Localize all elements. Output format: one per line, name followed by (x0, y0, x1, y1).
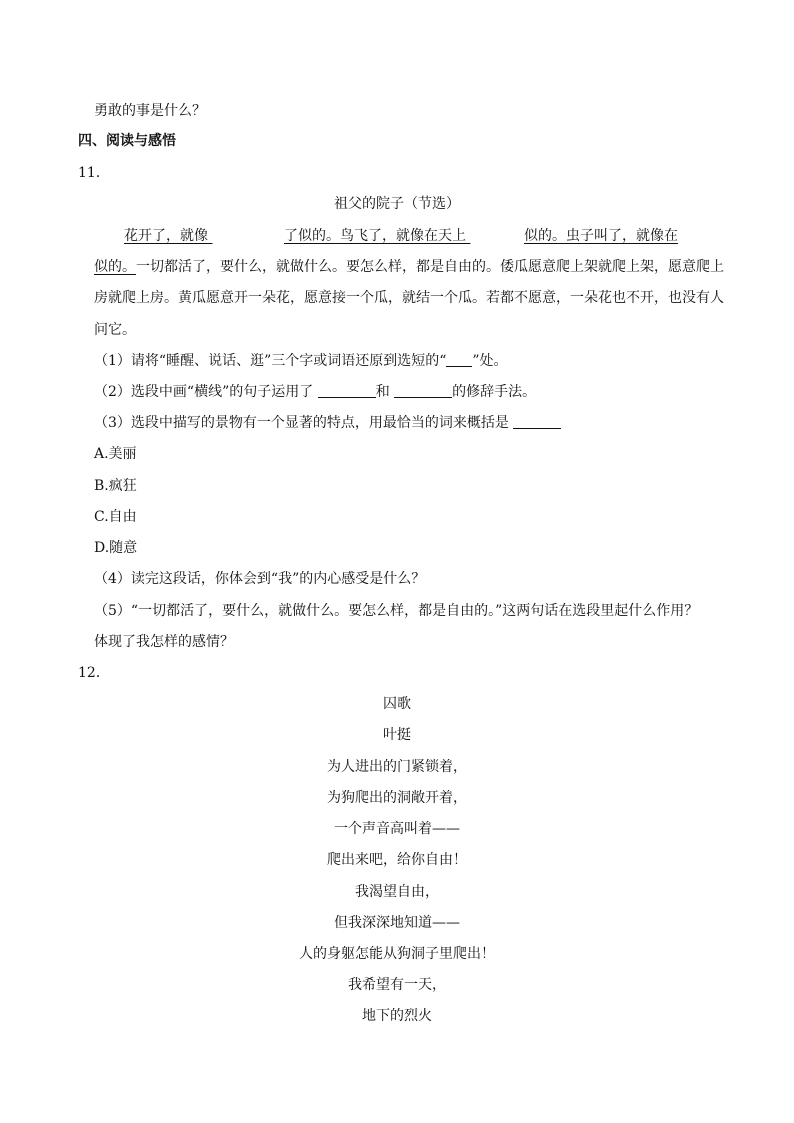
option-c: C.自由 (94, 509, 137, 525)
option-a: A.美丽 (94, 446, 137, 462)
passage-line-3: 房就爬上房。黄瓜愿意开一朵花，愿意接一个瓜，就结一个瓜。若都不愿意，一朵花也不开，也没有人 (94, 290, 724, 306)
poem-line: 爬出来吧，给你自由！ (327, 852, 467, 868)
poem-line: 我希望有一天， (348, 977, 446, 993)
answer-blank[interactable] (446, 351, 472, 367)
sub-question-1 (94, 351, 508, 371)
poem-line: 为人进出的门紧锁着， (327, 759, 467, 775)
fill-blank[interactable] (466, 226, 524, 246)
underlined-sentence-part: 似的。虫子叫了，就像在 (524, 228, 678, 244)
poem-line: 为狗爬出的洞敞开着， (327, 790, 467, 806)
sub-question-5: （5）“一切都活了，要什么，就做什么。要怎么样，都是自由的。”这两句话在选段里起什么作用？ (94, 603, 699, 619)
sub-question-text: 和 (375, 384, 390, 400)
answer-blank[interactable] (318, 382, 376, 398)
poem-title: 囚歌 (383, 696, 411, 712)
underlined-sentence-part: 花开了，就像 (124, 228, 208, 244)
poem-line: 地下的烈火 (362, 1008, 432, 1024)
passage-text: 一切都活了，要什么，就做什么。要怎么样，都是自由的。倭瓜愿意爬上架就爬上架，愿意爬上 (136, 259, 724, 275)
question-number-12: 12． (78, 665, 110, 681)
passage-line-2 (94, 257, 724, 277)
passage-title: 祖父的院子（节选） (334, 196, 460, 212)
section-heading: 四、阅读与感悟 (78, 133, 176, 149)
fill-blank[interactable] (208, 226, 284, 246)
passage-line-4: 问它。 (94, 322, 136, 338)
poem-line: 人的身躯怎能从狗洞子里爬出！ (299, 946, 495, 962)
sub-question-text: ”处。 (472, 353, 508, 369)
sub-question-text: （1）请将“睡醒、说话、逛”三个字或词语还原到选短的“ (94, 353, 447, 369)
answer-blank[interactable] (394, 382, 452, 398)
sub-question-4: （4）读完这段话，你体会到“我”的内心感受是什么？ (94, 571, 426, 587)
sub-question-text: （3）选段中描写的景物有一个显著的特点，用最恰当的词来概括是 (94, 415, 509, 431)
sub-question-2 (94, 382, 536, 402)
previous-question-tail: 勇敢的事是什么？ (94, 103, 206, 119)
answer-blank[interactable] (513, 413, 561, 429)
option-d: D.随意 (94, 540, 138, 556)
underlined-sentence-part: 似的。 (94, 259, 136, 275)
underlined-sentence-part: 了似的。鸟飞了，就像在天上 (284, 228, 466, 244)
sub-question-5-continued: 体现了我怎样的感情？ (94, 634, 234, 650)
question-number-11: 11． (78, 165, 110, 181)
sub-question-text: 的修辞手法。 (452, 384, 537, 400)
poem-line: 我渴望自由， (355, 884, 439, 900)
poem-author: 叶挺 (383, 727, 411, 743)
sub-question-3 (94, 413, 561, 433)
poem-line: 一个声音高叫着—— (334, 821, 460, 837)
sub-question-text: （2）选段中画“横线”的句子运用了 (94, 384, 314, 400)
passage-line-1 (124, 226, 678, 246)
option-b: B.疯狂 (94, 478, 137, 494)
poem-line: 但我深深地知道—— (334, 915, 460, 931)
